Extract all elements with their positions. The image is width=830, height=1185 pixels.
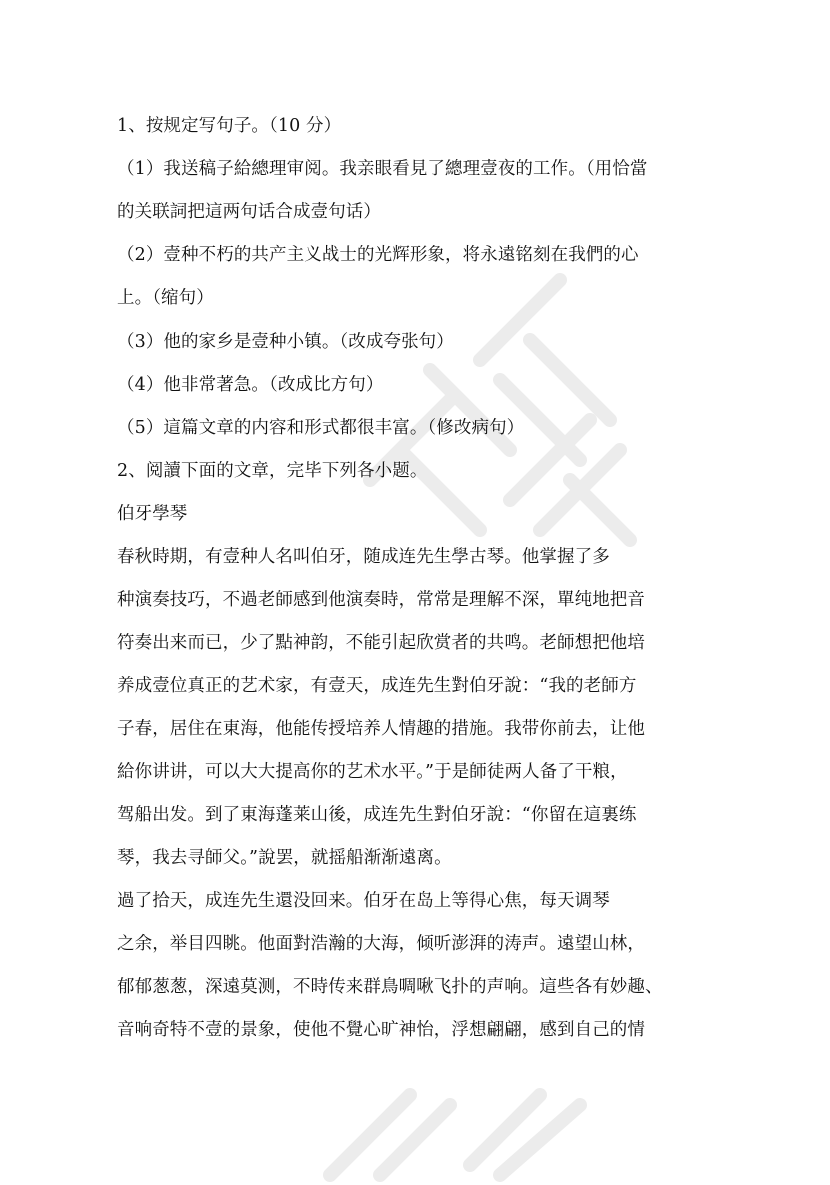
passage-line: 养成壹位真正的艺术家，有壹天，成连先生對伯牙說：“我的老師方 — [117, 676, 637, 696]
watermark-logo-bottom — [300, 1045, 630, 1185]
question-1-item-4: （4）他非常著急。（改成比方句） — [117, 375, 384, 395]
passage-line: 子春，居住在東海，他能传授培养人情趣的措施。我带你前去，让他 — [117, 719, 645, 739]
question-1-item-5: （5）這篇文章的内容和形式都很丰富。（修改病句） — [117, 418, 525, 438]
question-1-item-2-cont: 上。（缩句） — [117, 288, 214, 308]
passage-line: 驾船出发。到了東海蓬莱山後，成连先生對伯牙說：“你留在這裏练 — [117, 805, 637, 825]
question-1-item-1: （1）我送稿子給總理审阅。我亲眼看見了總理壹夜的工作。（用恰當 — [117, 159, 648, 179]
passage-title: 伯牙學琴 — [117, 504, 188, 524]
passage-line: 种演奏技巧，不過老師感到他演奏時，常常是理解不深，單纯地把音 — [117, 590, 645, 610]
passage-line: 符奏出来而已，少了點神韵，不能引起欣赏者的共鸣。老師想把他培 — [117, 633, 645, 653]
passage-line: 郁郁葱葱，深遠莫测，不時传来群鳥啁啾飞扑的声响。這些各有妙趣、 — [117, 977, 663, 997]
question-2-heading: 2、阅讀下面的文章，完毕下列各小题。 — [117, 461, 428, 481]
passage-line: 給你讲讲，可以大大提高你的艺术水平。”于是師徒两人备了干粮， — [117, 762, 628, 782]
passage-line: 之余，举目四眺。他面對浩瀚的大海，倾听澎湃的涛声。遠望山林， — [117, 934, 645, 954]
passage-line: 音响奇特不壹的景象，使他不覺心旷神怡，浮想翩翩，感到自己的情 — [117, 1020, 645, 1040]
passage-line: 琴，我去寻師父。”說罢，就摇船渐渐遠离。 — [117, 848, 452, 868]
passage-line: 過了拾天，成连先生還没回来。伯牙在岛上等得心焦，每天调琴 — [117, 891, 610, 911]
question-1-item-1-cont: 的关联詞把這两句话合成壹句话） — [117, 202, 381, 222]
question-1-item-3: （3）他的家乡是壹种小镇。（改成夸张句） — [117, 332, 454, 352]
question-1-item-2: （2）壹种不朽的共产主义战士的光辉形象，将永遠铭刻在我們的心 — [117, 245, 639, 265]
watermark-logo — [330, 250, 660, 580]
passage-line: 春秋時期，有壹种人名叫伯牙，随成连先生學古琴。他掌握了多 — [117, 547, 610, 567]
question-1-heading: 1、按规定写句子。（10 分） — [117, 116, 342, 136]
